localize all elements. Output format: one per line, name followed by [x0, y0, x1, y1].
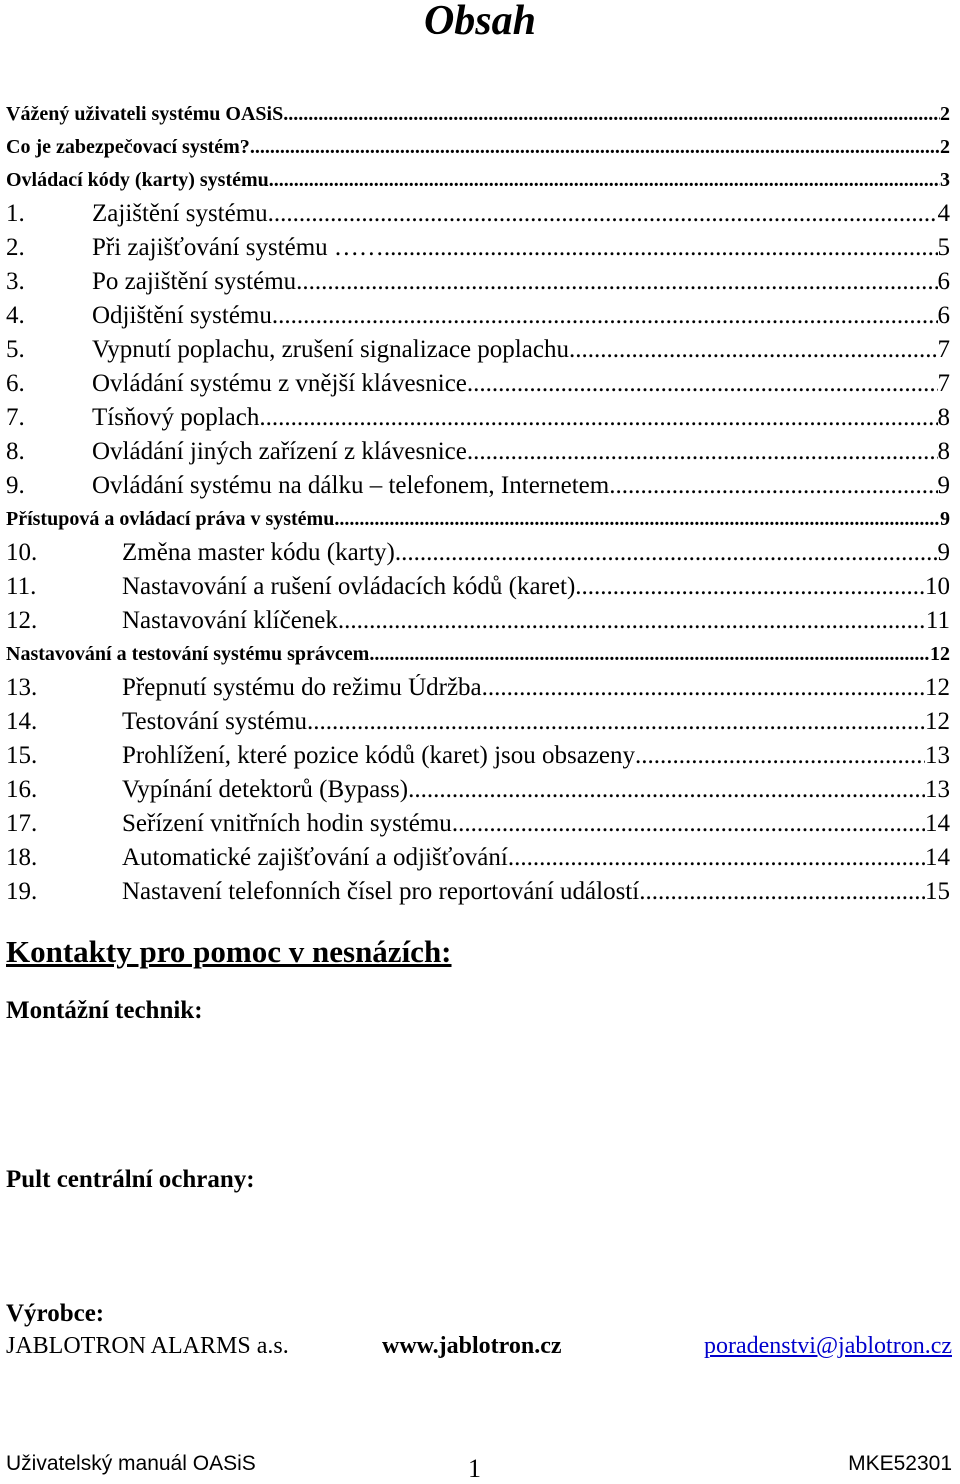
manufacturer-label: Výrobce: [6, 1300, 105, 1327]
toc-entry-title: Ovládání systému z vnější klávesnice [92, 370, 467, 397]
toc-entry[interactable] [6, 370, 950, 404]
company-name: JABLOTRON ALARMS a.s. [6, 1333, 289, 1359]
toc-entry-title: Změna master kódu (karty) [122, 539, 395, 566]
toc-entry-title: Přepnutí systému do režimu Údržba [122, 674, 482, 701]
contacts-heading: Kontakty pro pomoc v nesnázích: [6, 934, 452, 969]
toc-entry-page: 8 [937, 404, 950, 431]
toc-entry-number: 8. [6, 438, 25, 465]
toc-entry[interactable] [6, 472, 950, 506]
toc-entry[interactable] [6, 134, 950, 167]
page-footer [6, 1450, 952, 1484]
toc-entry-title: Ovládací kódy (karty) systému [6, 169, 269, 191]
toc-entry[interactable] [6, 268, 950, 302]
toc-entry-title: Seřízení vnitřních hodin systému [122, 810, 452, 837]
toc-entry-title: Tísňový poplach [92, 404, 260, 431]
toc-entry[interactable] [6, 200, 950, 234]
toc-entry-title: Testování systému [122, 708, 308, 735]
toc-entry-title: Vážený uživateli systému OASiS [6, 103, 284, 125]
toc-entry[interactable] [6, 404, 950, 438]
toc-entry[interactable] [6, 234, 950, 268]
toc-dot-leader [467, 438, 938, 466]
toc-entry[interactable] [6, 302, 950, 336]
toc-entry-page: 13 [925, 776, 950, 803]
toc-dot-leader [467, 370, 938, 398]
toc-entry-number: 9. [6, 472, 25, 499]
toc-entry-title: Vypínání detektorů (Bypass) [122, 776, 409, 803]
toc-entry-number: 17. [6, 810, 38, 837]
toc-entry-page: 4 [937, 200, 950, 227]
toc-entry[interactable] [6, 708, 950, 742]
website-link[interactable]: www.jablotron.cz [382, 1333, 562, 1359]
toc-entry-page: 9 [937, 539, 950, 566]
toc-entry-number: 1. [6, 200, 25, 227]
toc-dot-leader [575, 573, 925, 601]
toc-entry-page: 7 [937, 370, 950, 397]
toc-entry-page: 2 [940, 136, 950, 158]
toc-entry-title: Ovládání jiných zařízení z klávesnice [92, 438, 467, 465]
toc-entry-title: Nastavování a rušení ovládacích kódů (karet) [122, 573, 576, 600]
toc-entry[interactable] [6, 776, 950, 810]
toc-entry-number: 4. [6, 302, 25, 329]
toc-entry[interactable] [6, 539, 950, 573]
toc-entry-number: 18. [6, 844, 38, 871]
toc-entry-title: Po zajištění systému [92, 268, 297, 295]
toc-dot-leader [259, 404, 937, 432]
toc-entry-number: 2. [6, 234, 25, 261]
toc-entry-page: 9 [937, 472, 950, 499]
toc-entry-number: 11. [6, 573, 37, 600]
toc-dot-leader [369, 641, 930, 667]
toc-entry-number: 7. [6, 404, 25, 431]
toc-entry-page: 10 [925, 573, 950, 600]
toc-entry-page: 7 [937, 336, 950, 363]
toc-entry-title: Přístupová a ovládací práva v systému [6, 508, 335, 530]
toc-entry-page: 15 [925, 878, 950, 905]
toc-entry-number: 16. [6, 776, 38, 803]
toc-entry-title: Co je zabezpečovací systém? [6, 136, 250, 158]
installer-label: Montážní technik: [6, 997, 203, 1024]
toc-dot-leader [635, 742, 925, 770]
toc-entry-title: Ovládání systému na dálku – telefonem, Internetem [92, 472, 610, 499]
toc-dot-leader [408, 776, 925, 804]
toc-entry-page: 12 [925, 674, 950, 701]
table-of-contents [6, 101, 950, 912]
toc-entry-number: 12. [6, 607, 38, 634]
toc-dot-leader [338, 607, 926, 635]
toc-entry-page: 11 [925, 607, 950, 634]
toc-entry[interactable] [6, 878, 950, 912]
toc-dot-leader [307, 708, 925, 736]
toc-entry-title: Prohlížení, které pozice kódů (karet) jsou obsazeny [122, 742, 636, 769]
toc-dot-leader [268, 200, 938, 228]
toc-entry-title: Odjištění systému [92, 302, 272, 329]
toc-entry-number: 10. [6, 539, 38, 566]
toc-entry[interactable] [6, 844, 950, 878]
toc-entry-page: 12 [925, 708, 950, 735]
monitoring-center-label: Pult centrální ochrany: [6, 1166, 255, 1193]
toc-entry-title: Automatické zajišťování a odjišťování [122, 844, 508, 871]
toc-entry-page: 3 [940, 169, 950, 191]
toc-entry-number: 15. [6, 742, 38, 769]
toc-entry-number: 14. [6, 708, 38, 735]
footer-document-code: MKE52301 [848, 1452, 952, 1475]
toc-dot-leader [569, 336, 938, 364]
toc-dot-leader [272, 302, 938, 330]
toc-entry-number: 19. [6, 878, 38, 905]
toc-entry-title: Nastavení telefonních čísel pro reportování událostí [122, 878, 640, 905]
toc-entry-number: 6. [6, 370, 25, 397]
footer-document-name: Uživatelský manuál OASiS [6, 1452, 256, 1475]
page-title: Obsah [423, 0, 537, 44]
toc-entry-title: Zajištění systému [92, 200, 268, 227]
toc-dot-leader [334, 506, 940, 532]
toc-entry[interactable] [6, 506, 950, 539]
toc-dot-leader [283, 101, 940, 127]
toc-entry[interactable] [6, 810, 950, 844]
footer-page-number: 1 [468, 1454, 481, 1483]
email-link[interactable]: poradenstvi@jablotron.cz [703, 1333, 952, 1359]
toc-dot-leader [609, 472, 937, 500]
toc-entry-title: Nastavování klíčenek [122, 607, 338, 634]
toc-entry-page: 5 [937, 234, 950, 261]
toc-entry-page: 12 [930, 643, 950, 665]
toc-dot-leader [508, 844, 925, 872]
toc-dot-leader [384, 234, 938, 262]
toc-entry[interactable] [6, 607, 950, 641]
toc-entry[interactable] [6, 641, 950, 674]
toc-entry-page: 6 [937, 302, 950, 329]
toc-entry-page: 6 [937, 268, 950, 295]
toc-entry-title: Nastavování a testování systému správcem [6, 643, 370, 665]
toc-entry-page: 8 [937, 438, 950, 465]
toc-entry[interactable] [6, 742, 950, 776]
toc-entry[interactable] [6, 573, 950, 607]
toc-dot-leader [250, 134, 940, 160]
toc-entry[interactable] [6, 336, 950, 370]
toc-entry-title: Při zajišťování systému …… [92, 234, 384, 261]
toc-entry-number: 5. [6, 336, 25, 363]
toc-entry[interactable] [6, 438, 950, 472]
toc-dot-leader [452, 810, 925, 838]
toc-entry-title: Vypnutí poplachu, zrušení signalizace poplachu [92, 336, 569, 363]
toc-dot-leader [639, 878, 925, 906]
toc-entry[interactable] [6, 674, 950, 708]
toc-entry-number: 13. [6, 674, 38, 701]
toc-entry-number: 3. [6, 268, 25, 295]
toc-entry-page: 9 [940, 508, 950, 530]
toc-entry[interactable] [6, 167, 950, 200]
toc-dot-leader [395, 539, 938, 567]
toc-dot-leader [296, 268, 937, 296]
manufacturer-contact-row [6, 1330, 952, 1362]
toc-dot-leader [269, 167, 940, 193]
toc-entry[interactable] [6, 101, 950, 134]
toc-entry-page: 2 [940, 103, 950, 125]
toc-entry-page: 14 [925, 844, 950, 871]
toc-entry-page: 14 [925, 810, 950, 837]
toc-dot-leader [482, 674, 925, 702]
toc-entry-page: 13 [925, 742, 950, 769]
